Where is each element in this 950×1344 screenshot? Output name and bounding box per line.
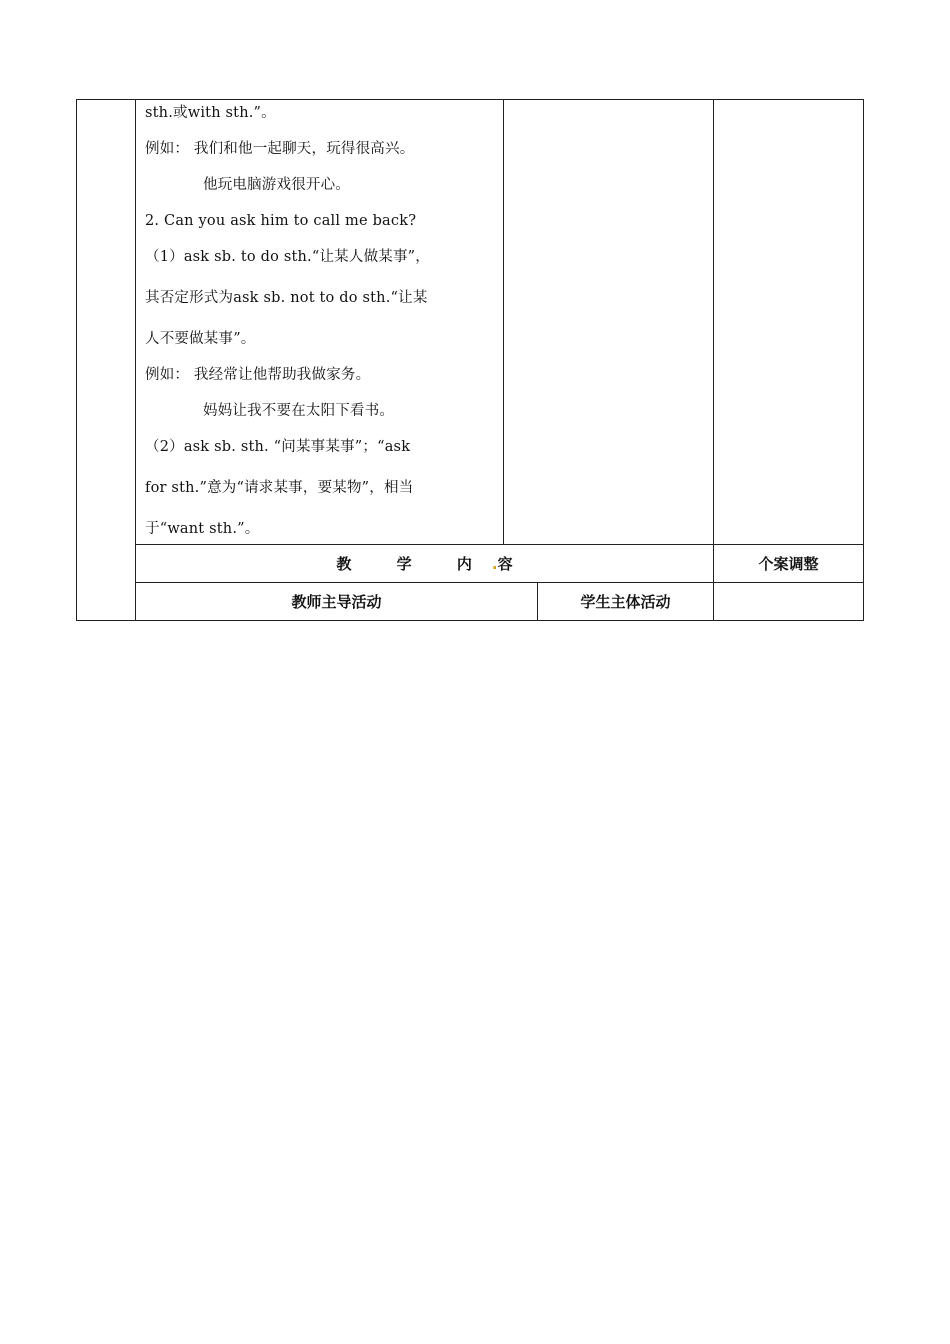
adjustment-content-cell: [714, 100, 864, 545]
header-row: [77, 545, 864, 583]
teacher-activity-header: 教师主导活动: [136, 583, 538, 621]
content-line: 其否定形式为ask sb. not to do sth.“让某: [145, 290, 428, 306]
content-line: 妈妈让我不要在太阳下看书。: [203, 403, 395, 419]
content-line: 人不要做某事”。: [145, 331, 256, 347]
adjustment-empty-cell: [714, 583, 864, 621]
subheader-row: [77, 583, 864, 621]
teaching-content-header: [136, 545, 714, 583]
teacher-content-cell: [136, 100, 504, 545]
left-margin-cell: [77, 100, 136, 621]
student-activity-header: 学生主体活动: [538, 583, 714, 621]
content-line: （1）ask sb. to do sth.“让某人做某事”，: [145, 249, 430, 265]
content-line: 2. Can you ask him to call me back?: [145, 213, 417, 229]
content-line: （2）ask sb. sth. “问某事某事”；“ask: [145, 439, 411, 455]
lesson-plan-table: [76, 99, 864, 621]
content-line: sth.或with sth.”。: [145, 105, 276, 121]
content-line: 例如： 我经常让他帮助我做家务。: [145, 367, 371, 383]
accent-dot: .: [491, 555, 498, 573]
content-line: for sth.”意为“请求某事，要某物”，相当: [145, 480, 414, 496]
teaching-content-label: 教 学 内: [336, 555, 492, 573]
content-line: 他玩电脑游戏很开心。: [203, 177, 350, 193]
content-row: [77, 100, 864, 545]
content-line: 于“want sth.”。: [145, 521, 260, 537]
student-content-cell: [504, 100, 714, 545]
case-adjustment-header: 个案调整: [714, 545, 864, 583]
teaching-content-label-end: 容: [497, 555, 513, 573]
content-line: 例如： 我们和他一起聊天，玩得很高兴。: [145, 141, 415, 157]
